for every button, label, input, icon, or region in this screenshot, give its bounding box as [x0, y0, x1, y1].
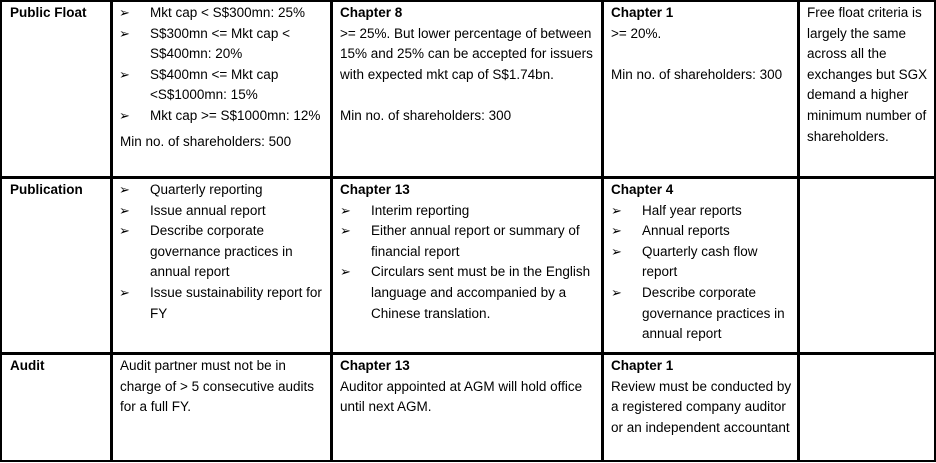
table-row-audit [1, 354, 936, 462]
list-item: ➢ S$400mn <= Mkt cap <S$1000mn: 15% [119, 66, 279, 103]
bullet-list [340, 201, 596, 325]
bullet-list [119, 3, 325, 127]
list-item: ➢ Circulars sent must be in the English language and accompanied by a Chinese translation. [340, 264, 591, 321]
list-item: ➢ Issue annual report [119, 201, 325, 222]
chapter-label: Chapter 13 [340, 182, 410, 197]
list-item: ➢ Quarterly cash flow report [611, 243, 758, 280]
hk-cell [332, 178, 603, 354]
cell-text: Auditor appointed at AGM will hold office until next AGM. [340, 378, 583, 415]
arrow-bullet-icon: ➢ [611, 243, 622, 259]
arrow-bullet-icon: ➢ [119, 25, 130, 41]
hk-cell [332, 354, 603, 462]
chapter-label: Chapter 1 [611, 358, 674, 373]
list-item: ➢ Mkt cap < S$300mn: 25% [119, 3, 325, 24]
arrow-bullet-icon: ➢ [340, 202, 351, 218]
asx-cell [603, 1, 799, 178]
chapter-label: Chapter 13 [340, 358, 410, 373]
asx-cell [603, 354, 799, 462]
arrow-bullet-icon: ➢ [119, 5, 130, 20]
list-item: ➢ Half year reports [611, 201, 792, 222]
chapter-label: Chapter 8 [340, 5, 403, 20]
cell-text: >= 25%. But lower percentage of between 15% and 25% can be accepted for issuers with expected mkt cap of S$1.74bn. [340, 25, 593, 82]
arrow-bullet-icon: ➢ [611, 284, 622, 300]
table-row-publication [1, 178, 936, 354]
cell-text: Review must be conducted by a registered company auditor or an independent accountant [611, 378, 792, 435]
bullet-list [611, 201, 792, 345]
arrow-bullet-icon: ➢ [611, 223, 622, 239]
arrow-bullet-icon: ➢ [119, 202, 130, 218]
chapter-label: Chapter 4 [611, 182, 674, 197]
bullet-list [119, 180, 325, 324]
remark-cell [799, 354, 936, 462]
list-item: ➢ Quarterly reporting [119, 180, 325, 201]
arrow-bullet-icon: ➢ [119, 223, 130, 239]
arrow-bullet-icon: ➢ [340, 264, 351, 280]
remark-cell [799, 178, 936, 354]
list-item: ➢ Describe corporate governance practices in annual report [119, 223, 293, 280]
list-item: ➢ S$300mn <= Mkt cap < S$400mn: 20% [119, 25, 290, 62]
hk-cell [332, 1, 603, 178]
arrow-bullet-icon: ➢ [119, 107, 130, 123]
list-item: ➢ Interim reporting [340, 201, 596, 222]
arrow-bullet-icon: ➢ [611, 202, 622, 218]
remark-cell: Free float criteria is largely the same across all the exchanges but SGX demand a higher minimum number of shareholders. [799, 1, 936, 178]
list-item: ➢ Issue sustainability report for FY [119, 284, 322, 321]
arrow-bullet-icon: ➢ [119, 284, 130, 300]
arrow-bullet-icon: ➢ [340, 223, 351, 239]
shareholders-note: Min no. of shareholders: 300 [611, 66, 783, 82]
row-heading: Publication [1, 178, 112, 354]
sgx-cell [112, 354, 332, 462]
table-row-public-float [1, 1, 936, 178]
sgx-cell [112, 178, 332, 354]
arrow-bullet-icon: ➢ [119, 182, 130, 197]
cell-text: Audit partner must not be in charge of > 5 consecutive audits for a full FY. [120, 358, 314, 415]
list-item: ➢ Either annual report or summary of financial report [340, 223, 580, 259]
list-item: ➢ Annual reports [611, 221, 792, 242]
cell-text: >= 20%. [611, 25, 662, 41]
list-item: ➢ Mkt cap >= S$1000mn: 12% [119, 106, 325, 127]
asx-cell [603, 178, 799, 354]
arrow-bullet-icon: ➢ [119, 66, 130, 82]
sgx-cell [112, 1, 332, 178]
chapter-label: Chapter 1 [611, 5, 674, 20]
row-heading: Public Float [1, 1, 112, 178]
list-item: ➢ Describe corporate governance practices in annual report [611, 284, 785, 342]
shareholders-note: Min no. of shareholders: 300 [340, 107, 512, 123]
shareholders-note: Min no. of shareholders: 500 [120, 133, 292, 149]
row-heading: Audit [1, 354, 112, 462]
